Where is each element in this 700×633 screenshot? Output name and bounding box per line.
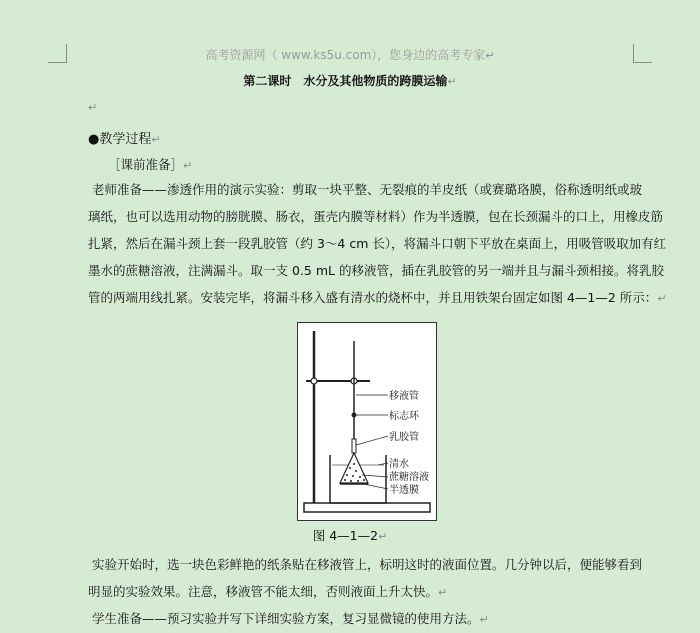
lesson-title-text: 第二课时 水分及其他物质的跨膜运输 [243, 74, 448, 88]
clamp-knob [311, 378, 317, 384]
section-heading: ●教学过程 [88, 132, 152, 147]
stand-base [304, 503, 430, 512]
paragraph-mark-icon: ↵ [438, 586, 448, 599]
paragraph-mark-icon: ↵ [378, 530, 388, 543]
leader-line [364, 484, 388, 489]
label-water: 清水 [389, 459, 409, 470]
page-header [0, 46, 700, 63]
leader-line [362, 475, 388, 477]
figure-caption [0, 526, 700, 544]
apparatus-diagram [298, 323, 436, 520]
lesson-title [0, 72, 700, 89]
text-line: 实验开始时，选一块色彩鲜艳的纸条贴在移液管上，标明这时的液面位置。几分钟以后，便能够看到 [92, 557, 643, 572]
section-teaching-process [88, 128, 161, 147]
section-prep [108, 155, 192, 173]
paragraph-mark-icon: ↵ [447, 75, 457, 88]
text-line [88, 578, 648, 605]
subsection-heading: ［课前准备］ [108, 157, 184, 172]
paragraph-experiment-start [88, 551, 648, 605]
text-line: 墨水的蔗糖溶液，注满漏斗。取一支 0.5 mL 的移液管，插在乳胶管的另一端并且与漏斗颈相接。将乳胶 [88, 263, 664, 278]
paragraph-mark-icon: ↵ [479, 613, 489, 626]
figure-caption-text: 图 4—1—2 [312, 528, 379, 543]
paragraph-mark-icon: ↵ [183, 159, 193, 172]
label-pipette: 移液管 [389, 391, 419, 402]
label-marker-ring: 标志环 [389, 411, 419, 422]
marker-ring [352, 413, 357, 418]
text-line: 扎紧，然后在漏斗颈上套一段乳胶管（约 3～4 cm 长），将漏斗口朝下平放在桌面上，用吸管吸取加有红 [88, 236, 667, 251]
paragraph-mark-icon: ↵ [151, 133, 161, 146]
leader-line [356, 436, 388, 445]
paragraph-teacher-prep [88, 176, 667, 311]
paragraph-mark-icon: ↵ [88, 101, 98, 114]
funnel [340, 453, 368, 483]
text-line [88, 284, 667, 311]
osmosis-apparatus-figure [297, 322, 437, 521]
header-source-line: 高考资源网（ www.ks5u.com），您身边的高考专家 [205, 48, 486, 62]
text-line-content: 学生准备——预习实验并写下详细实验方案，复习显微镜的使用方法。 [92, 611, 480, 626]
label-latex-tube: 乳胶管 [389, 432, 419, 443]
text-line: 璃纸，也可以选用动物的膀胱膜、肠衣，蛋壳内膜等材料）作为半透膜，包在长颈漏斗的口上，用橡皮筋 [88, 209, 664, 224]
latex-tube [352, 439, 356, 453]
paragraph-mark-icon: ↵ [657, 292, 667, 305]
label-sucrose: 蔗糖溶液 [389, 472, 429, 483]
text-line-content: 明显的实验效果。注意，移液管不能太细，否则液面上升太快。 [88, 584, 439, 599]
text-line: 老师准备——渗透作用的演示实验：剪取一块平整、无裂痕的羊皮纸（或赛璐珞膜，俗称透明纸或玻 [92, 182, 643, 197]
paragraph-mark-icon: ↵ [485, 49, 495, 62]
empty-paragraph [88, 99, 97, 114]
label-membrane: 半透膜 [389, 485, 419, 496]
text-line-content: 管的两端用线扎紧。安装完毕，将漏斗移入盛有清水的烧杯中，并且用铁架台固定如图 4—1—2 所示： [88, 290, 658, 305]
